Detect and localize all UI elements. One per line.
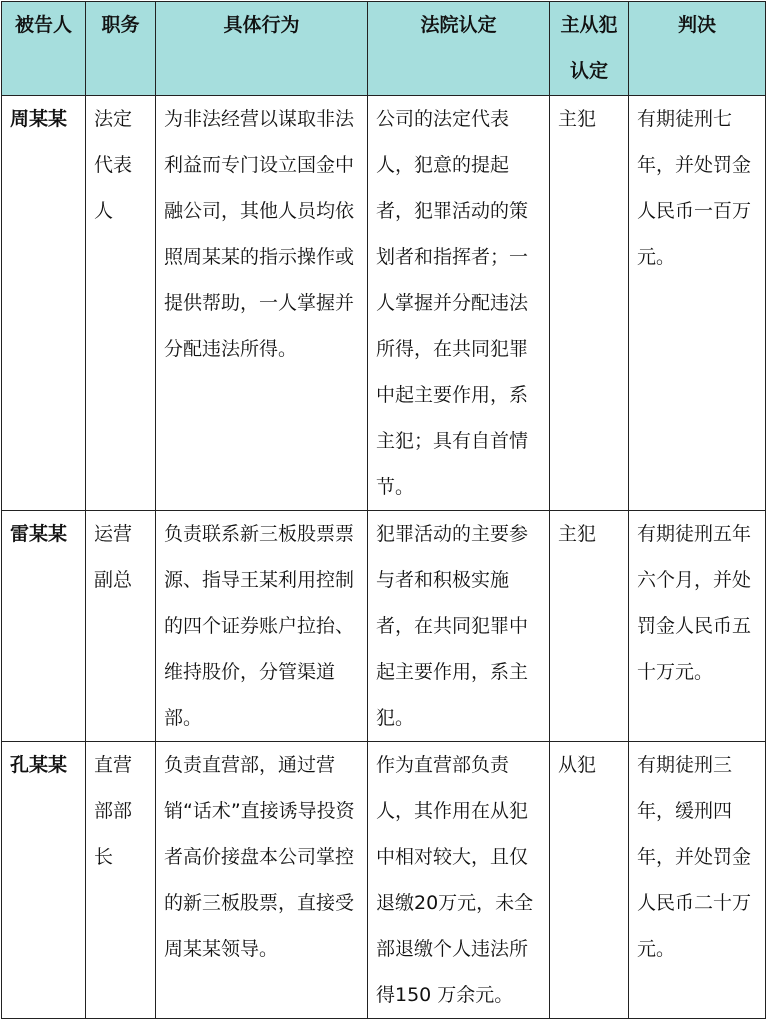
defendant-cell: 周某某 (2, 96, 86, 511)
position-cell: 法定代表人 (86, 96, 156, 511)
table-row (2, 742, 766, 1019)
header-position: 职务 (86, 2, 156, 96)
table-row (2, 96, 766, 511)
verdict-cell: 有期徒刑七年，并处罚金人民币一百万元。 (629, 96, 766, 511)
court-finding-cell: 公司的法定代表人，犯意的提起者，犯罪活动的策划者和指挥者；一人掌握并分配违法所得，在共同犯罪中起主要作用，系主犯；具有自首情节。 (368, 96, 550, 511)
header-conduct: 具体行为 (156, 2, 368, 96)
conduct-cell: 负责联系新三板股票票源、指导王某利用控制的四个证券账户拉抬、维持股价，分管渠道部。 (156, 511, 368, 742)
header-verdict: 判决 (629, 2, 766, 96)
header-principal-accessory: 主从犯认定 (550, 2, 629, 96)
table-row (2, 511, 766, 742)
header-court-finding: 法院认定 (368, 2, 550, 96)
position-cell: 直营部部长 (86, 742, 156, 1019)
principal-accessory-cell: 主犯 (550, 96, 629, 511)
verdict-table (1, 1, 766, 1019)
defendant-cell: 孔某某 (2, 742, 86, 1019)
verdict-cell: 有期徒刑三年，缓刑四年，并处罚金人民币二十万元。 (629, 742, 766, 1019)
verdict-cell: 有期徒刑五年六个月，并处罚金人民币五十万元。 (629, 511, 766, 742)
principal-accessory-cell: 从犯 (550, 742, 629, 1019)
header-defendant: 被告人 (2, 2, 86, 96)
court-finding-cell: 犯罪活动的主要参与者和积极实施者，在共同犯罪中起主要作用，系主犯。 (368, 511, 550, 742)
court-finding-cell: 作为直营部负责人，其作用在从犯中相对较大，且仅退缴20万元，未全部退缴个人违法所得150 万余元。 (368, 742, 550, 1019)
principal-accessory-cell: 主犯 (550, 511, 629, 742)
defendant-cell: 雷某某 (2, 511, 86, 742)
header-row (2, 2, 766, 96)
conduct-cell: 为非法经营以谋取非法利益而专门设立国金中融公司，其他人员均依照周某某的指示操作或提供帮助，一人掌握并分配违法所得。 (156, 96, 368, 511)
conduct-cell: 负责直营部，通过营销“话术”直接诱导投资者高价接盘本公司掌控的新三板股票，直接受周某某领导。 (156, 742, 368, 1019)
position-cell: 运营副总 (86, 511, 156, 742)
